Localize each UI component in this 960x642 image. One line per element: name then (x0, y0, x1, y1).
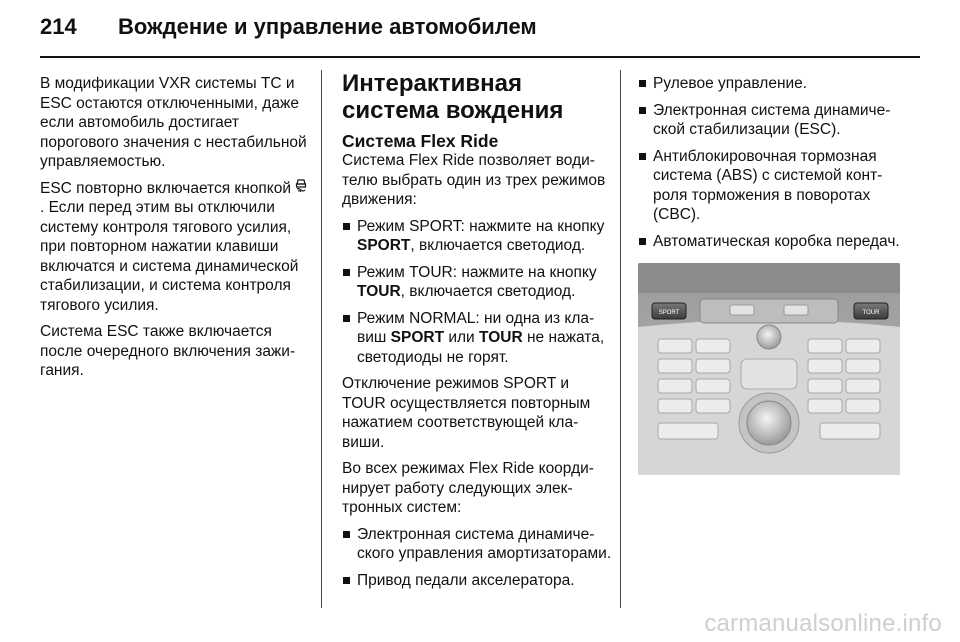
central-knob-icon (747, 401, 791, 445)
column-right (638, 74, 910, 258)
column-divider-1 (321, 70, 322, 608)
paragraph-coord: Во всех режимах Flex Ride координирует работу следующих электронных систем: (342, 460, 594, 516)
list-item: Электронная система динамического управления амортизаторами. (342, 525, 612, 564)
console-illustration (638, 263, 900, 475)
paragraph-esc-rest: . Если перед этим вы отключили систему контроля тягового усилия, при повторном нажатии клавиши включатся и система динамической стабилизации, и система контроля тягового усилия. (40, 199, 299, 314)
mode-list (342, 217, 612, 368)
paragraph-intro: Система Flex Ride позволяет водителю выбрать один из трех режимов движения: (342, 152, 606, 208)
systems-list-a (342, 525, 612, 591)
paragraph-vxr: В модификации VXR системы TC и ESC остаются отключенными, даже если автомобиль достигает порогового значения с нестабильной управляемостью. (40, 75, 307, 170)
list-item: Электронная система динамической стабилизации (ESC). (638, 101, 910, 140)
list-item: Рулевое управление. (638, 74, 910, 94)
paragraph-off: Отключение режимов SPORT и TOUR осуществляется повторным нажатием соответствующей клавиши. (342, 375, 591, 451)
list-item: Привод педали акселератора. (342, 571, 612, 591)
list-item: Антиблокировочная тормозная система (ABS) с системой контроля торможения в поворотах (CBC). (638, 147, 910, 225)
sport-button-label: SPORT (658, 310, 680, 316)
list-item-sport: Режим SPORT: нажмите на кнопку SPORT, включается светодиод. (342, 217, 612, 256)
watermark: carmanualsonline.info (704, 610, 942, 637)
page-title: Вождение и управление автомобилем (118, 14, 537, 39)
console-figure (638, 263, 900, 475)
systems-list-b (638, 74, 910, 251)
paragraph-esc-ignition: Система ESC также включается после очередного включения зажигания. (40, 323, 296, 379)
tour-button-label: TOUR (862, 310, 880, 316)
list-item-tour: Режим TOUR: нажмите на кнопку TOUR, включается светодиод. (342, 263, 612, 302)
top-knob-icon (757, 325, 781, 349)
subsection-title: Система Flex Ride (342, 131, 499, 151)
list-item: Автоматическая коробка передач. (638, 232, 910, 252)
section-title: Интерактивная система вождения (342, 70, 564, 124)
page-number: 214 (40, 14, 77, 39)
header-divider (40, 56, 920, 58)
paragraph-esc-prefix: ESC повторно включается кнопкой (40, 179, 296, 197)
list-item-normal: Режим NORMAL: ни одна из клавиш SPORT или TOUR не нажата, светодиоды не горят. (342, 309, 612, 368)
column-left (40, 74, 310, 388)
column-divider-2 (620, 70, 621, 608)
paragraph-esc-button (40, 179, 310, 316)
esc-off-car-icon (295, 181, 307, 196)
page-header (40, 14, 537, 44)
column-middle (342, 70, 612, 597)
